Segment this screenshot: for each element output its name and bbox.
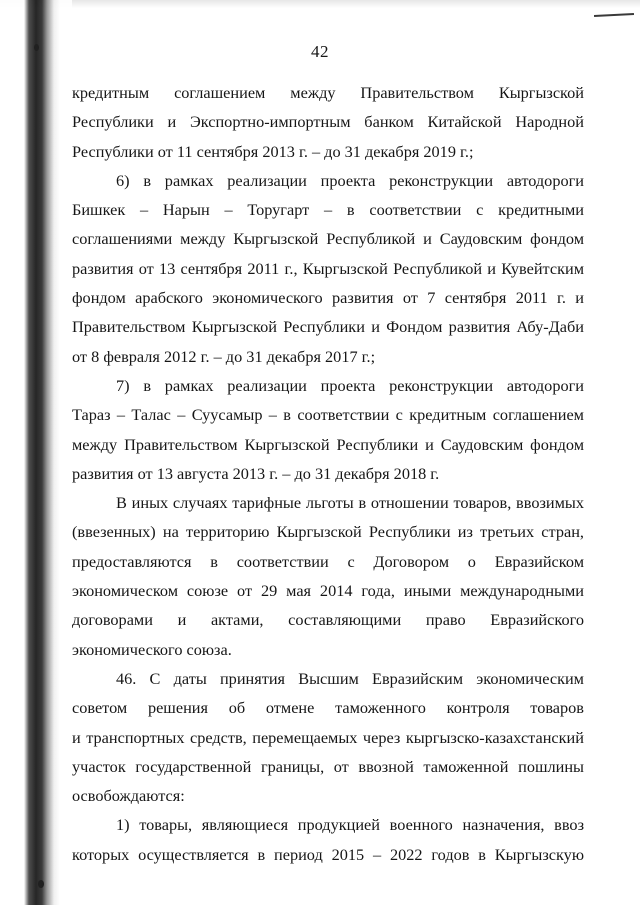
text-line: Правительством Кыргызской Республики и Фондом развития Абу-Даби	[72, 317, 584, 337]
list-item-6-start: 6) в рамках реализации проекта реконструкции автодороги	[116, 170, 584, 190]
text-line: фондом арабского экономического развития от 7 сентября 2011 г. и	[72, 288, 584, 308]
text-line: освобождаются:	[72, 786, 185, 806]
text-line: Республики и Экспортно-импортным банком Китайской Народной	[72, 112, 584, 132]
scan-mark	[594, 13, 634, 17]
text-line: между Правительством Кыргызской Республики и Саудовским фондом	[72, 434, 584, 454]
text-line: от 8 февраля 2012 г. – до 31 декабря 2017 г.;	[72, 346, 376, 366]
scan-binding-shadow	[0, 0, 72, 905]
text-line: предоставляются в соответствии с Договором о Евразийском	[72, 551, 584, 571]
text-line: Республики от 11 сентября 2013 г. – до 31 декабря 2019 г.;	[72, 141, 474, 161]
page-number: 42	[311, 42, 329, 61]
text-line: Тараз – Талас – Суусамыр – в соответствии с кредитным соглашением	[72, 405, 584, 425]
text-line: и транспортных средств, перемещаемых через кыргызско-казахстанский	[72, 727, 584, 747]
clause-46-start: 46. С даты принятия Высшим Евразийским экономическим	[116, 668, 584, 688]
text-line: соглашениями между Кыргызской Республикой и Саудовским фондом	[72, 229, 584, 249]
document-body	[72, 78, 584, 869]
scan-speck	[38, 880, 44, 888]
text-line: участок государственной границы, от ввозной таможенной пошлины	[72, 756, 584, 776]
text-line: кредитным соглашением между Правительством Кыргызской	[72, 83, 584, 102]
text-line: Бишкек – Нарын – Торугарт – в соответствии с кредитными	[72, 200, 584, 220]
text-line: которых осуществляется в период 2015 – 2022 годов в Кыргызскую	[72, 844, 584, 864]
text-line: развития от 13 сентября 2011 г., Кыргызской Республикой и Кувейтским	[72, 258, 584, 278]
text-line: экономического союза.	[72, 639, 232, 659]
paragraph-start: В иных случаях тарифные льготы в отношении товаров, ввозимых	[116, 493, 584, 513]
list-item-7-start: 7) в рамках реализации проекта реконструкции автодороги	[116, 375, 584, 395]
text-line: развития от 13 августа 2013 г. – до 31 декабря 2018 г.	[72, 463, 440, 483]
text-line: (ввезенных) на территорию Кыргызской Республики из третьих стран,	[72, 522, 584, 542]
scan-top-edge	[0, 0, 640, 8]
list-item-1-start: 1) товары, являющиеся продукцией военного назначения, ввоз	[116, 815, 584, 835]
text-line: договорами и актами, составляющими право Евразийского	[72, 610, 584, 630]
text-line: экономическом союзе от 29 мая 2014 года, иными международными	[72, 581, 584, 601]
text-line: советом решения об отмене таможенного контроля товаров	[72, 698, 584, 718]
